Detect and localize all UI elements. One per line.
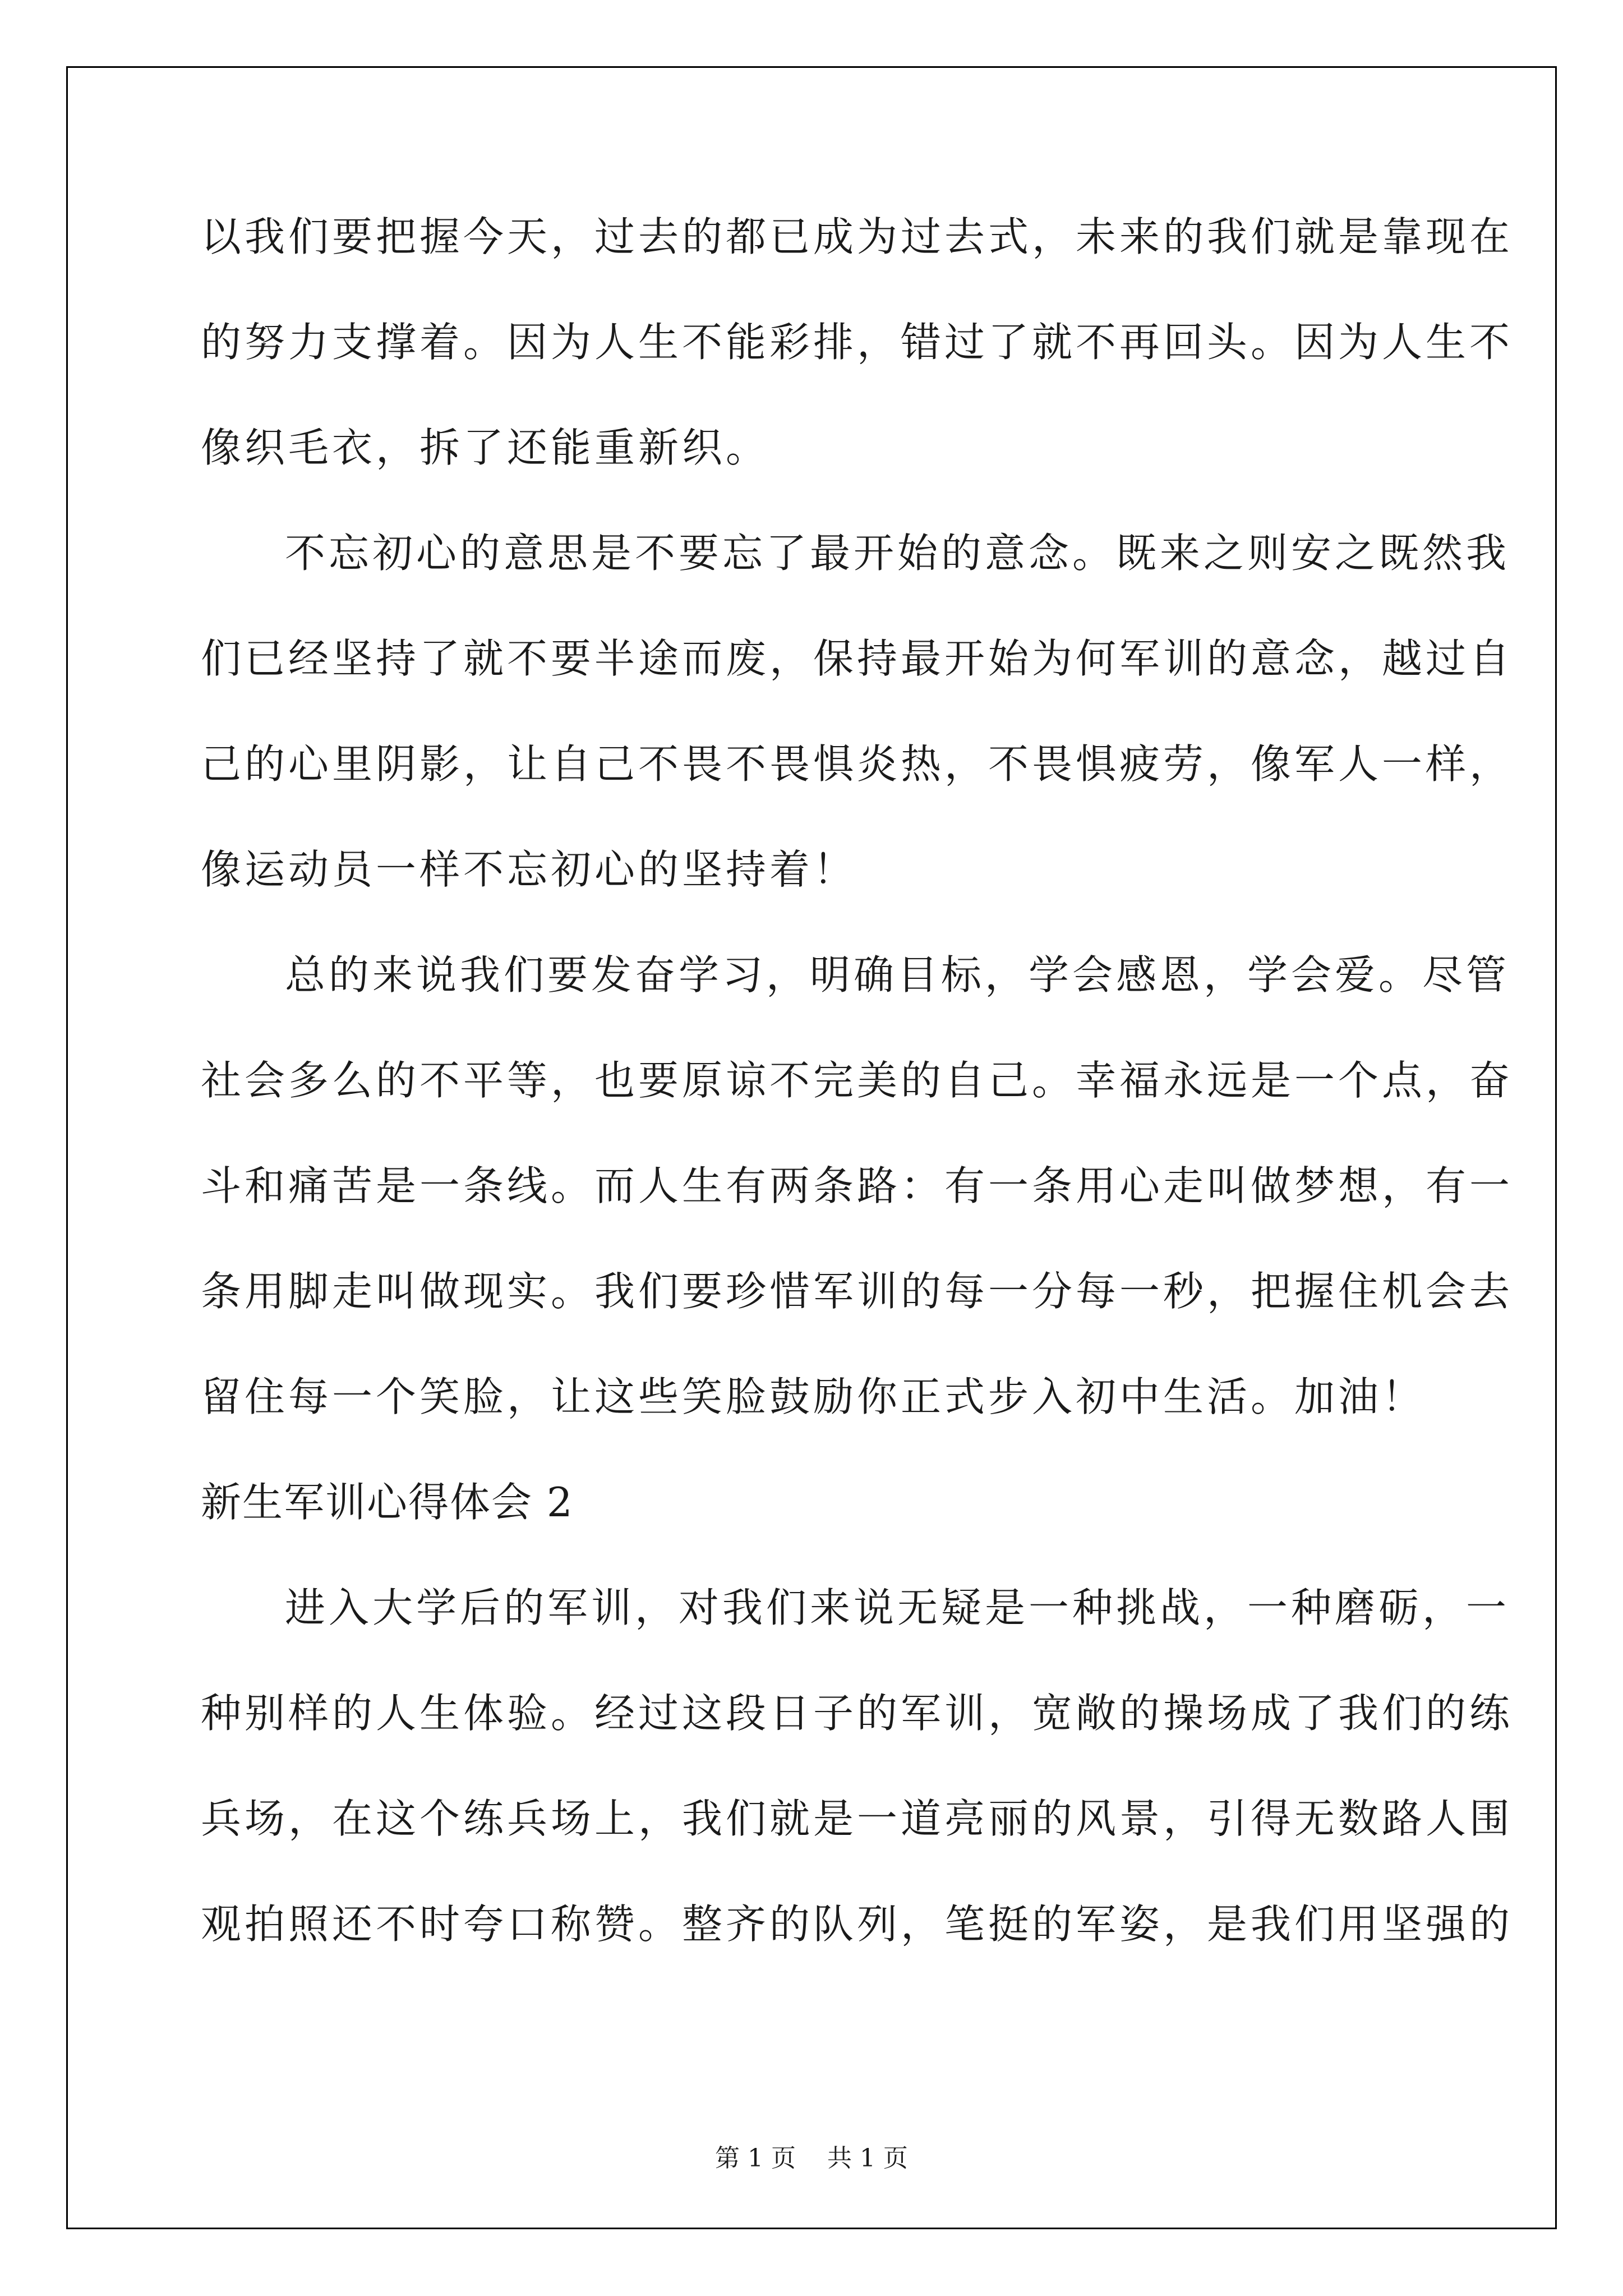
- page-number-footer: 第 1 页 共 1 页: [715, 2144, 908, 2173]
- text-line: 以我们要把握今天，过去的都已成为过去式，未来的我们就是靠现在: [201, 213, 1514, 260]
- document-body: [201, 209, 1514, 2001]
- text-line: 种别样的人生体验。经过这段日子的军训，宽敞的操场成了我们的练: [201, 1690, 1514, 1737]
- text-line: 己的心里阴影，让自己不畏不畏惧炎热，不畏惧疲劳，像军人一样，: [201, 740, 1514, 788]
- paragraph-first-line: 进入大学后的军训，对我们来说无疑是一种挑战，一种磨砺，一: [285, 1584, 1510, 1631]
- paragraph-first-line: 不忘初心的意思是不要忘了最开始的意念。既来之则安之既然我: [285, 530, 1510, 577]
- text-line: 像织毛衣，拆了还能重新织。: [201, 424, 770, 471]
- text-line: 社会多么的不平等，也要原谅不完美的自己。幸福永远是一个点，奋: [201, 1057, 1514, 1104]
- text-line: 斗和痛苦是一条线。而人生有两条路：有一条用心走叫做梦想，有一: [201, 1162, 1514, 1209]
- text-line: 的努力支撑着。因为人生不能彩排，错过了就不再回头。因为人生不: [201, 319, 1514, 366]
- text-line: 观拍照还不时夸口称赞。整齐的队列，笔挺的军姿，是我们用坚强的: [201, 1901, 1514, 1948]
- section-heading: 新生军训心得体会 2: [201, 1479, 574, 1526]
- text-line: 们已经坚持了就不要半途而废，保持最开始为何军训的意念，越过自: [201, 635, 1514, 682]
- text-line: 兵场，在这个练兵场上，我们就是一道亮丽的风景，引得无数路人围: [201, 1795, 1514, 1842]
- text-line: 留住每一个笑脸，让这些笑脸鼓励你正式步入初中生活。加油！: [201, 1373, 1426, 1420]
- paragraph-first-line: 总的来说我们要发奋学习，明确目标，学会感恩，学会爱。尽管: [285, 951, 1510, 999]
- text-line: 像运动员一样不忘初心的坚持着！: [201, 846, 857, 893]
- text-line: 条用脚走叫做现实。我们要珍惜军训的每一分每一秒，把握住机会去: [201, 1268, 1514, 1315]
